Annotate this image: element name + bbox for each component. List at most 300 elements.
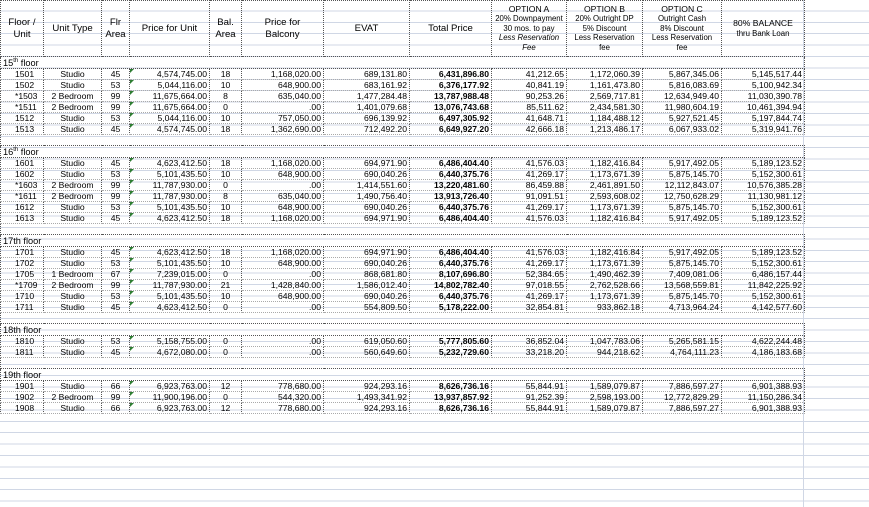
option-c-amount: 4,713,964.24 xyxy=(643,302,722,313)
unit-number: 1810 xyxy=(1,336,44,347)
option-c-amount: 5,265,581.15 xyxy=(643,336,722,347)
unit-number: *1709 xyxy=(1,280,44,291)
total-price: 13,220,481.60 xyxy=(410,180,492,191)
unit-row xyxy=(1,258,805,269)
total-price: 13,787,988.48 xyxy=(410,91,492,102)
evat: 1,401,079.68 xyxy=(324,102,410,113)
spacer-cell xyxy=(410,358,492,369)
balance-amount: 11,842,225.92 xyxy=(722,280,805,291)
unit-type: Studio xyxy=(44,80,102,91)
total-price: 8,626,736.16 xyxy=(410,381,492,392)
option-c-amount: 5,867,345.06 xyxy=(643,69,722,80)
option-a-amount: 40,841.19 xyxy=(492,80,567,91)
total-price: 6,431,896.80 xyxy=(410,69,492,80)
spacer-cell xyxy=(492,313,567,324)
evat: 1,477,284.48 xyxy=(324,91,410,102)
total-price: 6,440,375.76 xyxy=(410,258,492,269)
price-for-balcony: 1,428,840.00 xyxy=(242,280,324,291)
price-for-balcony: .00 xyxy=(242,269,324,280)
total-price: 6,649,927.20 xyxy=(410,124,492,135)
balance-amount: 5,152,300.61 xyxy=(722,291,805,302)
unit-number: 1502 xyxy=(1,80,44,91)
option-a-amount: 41,269.17 xyxy=(492,258,567,269)
option-a-amount: 91,252.39 xyxy=(492,392,567,403)
floor-label: 19th floor xyxy=(1,369,805,381)
price-for-unit: 11,675,664.00 xyxy=(130,91,210,102)
option-b-amount: 1,047,783.06 xyxy=(567,336,643,347)
price-for-unit: 4,574,745.00 xyxy=(130,124,210,135)
floor-label: 15th floor xyxy=(1,57,805,69)
price-for-unit: 4,672,080.00 xyxy=(130,347,210,358)
option-a-amount: 55,844.91 xyxy=(492,381,567,392)
floor-area: 67 xyxy=(102,269,130,280)
balcony-area: 10 xyxy=(210,169,242,180)
unit-row xyxy=(1,280,805,291)
spacer-cell xyxy=(722,358,805,369)
spacer-cell xyxy=(44,135,102,146)
evat: 868,681.80 xyxy=(324,269,410,280)
spacer-row xyxy=(1,224,805,235)
unit-type: Studio xyxy=(44,403,102,414)
unit-number: *1611 xyxy=(1,191,44,202)
unit-type: Studio xyxy=(44,381,102,392)
unit-type: Studio xyxy=(44,247,102,258)
evat: 1,493,341.92 xyxy=(324,392,410,403)
option-a-amount: 41,269.17 xyxy=(492,291,567,302)
balance-amount: 11,130,981.12 xyxy=(722,191,805,202)
unit-number: 1705 xyxy=(1,269,44,280)
unit-number: 1902 xyxy=(1,392,44,403)
evat: 690,040.26 xyxy=(324,202,410,213)
price-for-unit: 5,101,435.50 xyxy=(130,202,210,213)
option-c-amount: 5,816,083.69 xyxy=(643,80,722,91)
total-price: 5,178,222.00 xyxy=(410,302,492,313)
option-b-amount: 1,490,462.39 xyxy=(567,269,643,280)
floor-header-row xyxy=(1,146,805,158)
spacer-cell xyxy=(567,358,643,369)
balcony-area: 18 xyxy=(210,69,242,80)
balcony-area: 0 xyxy=(210,392,242,403)
option-c-amount: 12,772,829.29 xyxy=(643,392,722,403)
header-total-price: Total Price xyxy=(410,1,492,57)
unit-number: 1613 xyxy=(1,213,44,224)
balance-amount: 5,145,517.44 xyxy=(722,69,805,80)
price-for-unit: 7,239,015.00 xyxy=(130,269,210,280)
evat: 554,809.50 xyxy=(324,302,410,313)
option-a-amount: 41,269.17 xyxy=(492,169,567,180)
balance-amount: 6,901,388.93 xyxy=(722,403,805,414)
spacer-cell xyxy=(1,313,44,324)
spacer-cell xyxy=(643,313,722,324)
option-b-amount: 1,161,473.80 xyxy=(567,80,643,91)
unit-type: Studio xyxy=(44,258,102,269)
spacer-cell xyxy=(643,224,722,235)
total-price: 6,440,375.76 xyxy=(410,169,492,180)
spacer-cell xyxy=(130,313,210,324)
balance-amount: 11,030,390.78 xyxy=(722,91,805,102)
option-b-amount: 2,461,891.50 xyxy=(567,180,643,191)
balcony-area: 0 xyxy=(210,102,242,113)
option-b-amount: 1,182,416.84 xyxy=(567,247,643,258)
option-b-amount: 2,598,193.00 xyxy=(567,392,643,403)
spacer-row xyxy=(1,358,805,369)
price-for-balcony: 778,680.00 xyxy=(242,381,324,392)
balcony-area: 0 xyxy=(210,180,242,191)
price-for-balcony: 1,168,020.00 xyxy=(242,213,324,224)
unit-type: Studio xyxy=(44,169,102,180)
total-price: 6,486,404.40 xyxy=(410,213,492,224)
option-b-amount: 2,593,608.02 xyxy=(567,191,643,202)
option-c-amount: 5,875,145.70 xyxy=(643,169,722,180)
floor-area: 45 xyxy=(102,124,130,135)
unit-type: 2 Bedroom xyxy=(44,392,102,403)
balcony-area: 18 xyxy=(210,213,242,224)
spacer-cell xyxy=(567,313,643,324)
balance-amount: 5,189,123.52 xyxy=(722,213,805,224)
evat: 619,050.60 xyxy=(324,336,410,347)
unit-number: 1513 xyxy=(1,124,44,135)
total-price: 6,497,305.92 xyxy=(410,113,492,124)
spacer-cell xyxy=(492,135,567,146)
unit-type: Studio xyxy=(44,302,102,313)
option-a-amount: 91,091.51 xyxy=(492,191,567,202)
spacer-cell xyxy=(567,135,643,146)
balcony-area: 18 xyxy=(210,124,242,135)
option-c-amount: 4,764,111.23 xyxy=(643,347,722,358)
balcony-area: 18 xyxy=(210,158,242,169)
option-c-amount: 12,750,628.29 xyxy=(643,191,722,202)
price-for-unit: 5,158,755.00 xyxy=(130,336,210,347)
price-for-unit: 4,623,412.50 xyxy=(130,247,210,258)
evat: 560,649.60 xyxy=(324,347,410,358)
balcony-area: 8 xyxy=(210,91,242,102)
balance-amount: 6,901,388.93 xyxy=(722,381,805,392)
spacer-cell xyxy=(130,135,210,146)
unit-number: 1710 xyxy=(1,291,44,302)
price-for-unit: 11,675,664.00 xyxy=(130,102,210,113)
balcony-area: 0 xyxy=(210,302,242,313)
total-price: 5,232,729.60 xyxy=(410,347,492,358)
floor-area: 53 xyxy=(102,113,130,124)
unit-number: 1701 xyxy=(1,247,44,258)
price-for-unit: 5,101,435.50 xyxy=(130,291,210,302)
spacer-cell xyxy=(324,135,410,146)
balcony-area: 12 xyxy=(210,381,242,392)
price-for-unit: 11,900,196.00 xyxy=(130,392,210,403)
price-for-unit: 5,101,435.50 xyxy=(130,169,210,180)
floor-area: 45 xyxy=(102,247,130,258)
option-c-amount: 12,634,949.40 xyxy=(643,91,722,102)
unit-row xyxy=(1,347,805,358)
header-option-c: OPTION C Outright Cash 8% Discount Less Reservation fee xyxy=(643,1,722,57)
unit-type: 2 Bedroom xyxy=(44,102,102,113)
unit-row xyxy=(1,403,805,414)
floor-area: 99 xyxy=(102,102,130,113)
spacer-cell xyxy=(410,224,492,235)
balance-amount: 4,142,577.60 xyxy=(722,302,805,313)
unit-number: *1511 xyxy=(1,102,44,113)
floor-header-row xyxy=(1,369,805,381)
option-c-amount: 7,886,597.27 xyxy=(643,381,722,392)
header-80-percent-balance: 80% BALANCE thru Bank Loan xyxy=(722,1,805,57)
option-b-amount: 2,762,528.66 xyxy=(567,280,643,291)
header-balcony-area: Bal. Area xyxy=(210,1,242,57)
balcony-area: 0 xyxy=(210,336,242,347)
header-floor-area: Flr Area xyxy=(102,1,130,57)
price-for-unit: 6,923,763.00 xyxy=(130,403,210,414)
floor-area: 99 xyxy=(102,180,130,191)
unit-type: Studio xyxy=(44,158,102,169)
floor-area: 53 xyxy=(102,202,130,213)
option-a-amount: 41,576.03 xyxy=(492,247,567,258)
total-price: 6,376,177.92 xyxy=(410,80,492,91)
price-for-unit: 4,623,412.50 xyxy=(130,302,210,313)
header-price-for-balcony: Price for Balcony xyxy=(242,1,324,57)
balcony-area: 0 xyxy=(210,347,242,358)
spacer-cell xyxy=(102,358,130,369)
floor-label: 18th floor xyxy=(1,324,805,336)
evat: 683,161.92 xyxy=(324,80,410,91)
spacer-cell xyxy=(1,135,44,146)
option-b-amount: 1,173,671.39 xyxy=(567,258,643,269)
option-b-amount: 1,173,671.39 xyxy=(567,291,643,302)
spacer-cell xyxy=(1,358,44,369)
option-c-amount: 7,886,597.27 xyxy=(643,403,722,414)
evat: 689,131.80 xyxy=(324,69,410,80)
evat: 1,414,551.60 xyxy=(324,180,410,191)
total-price: 13,913,726.40 xyxy=(410,191,492,202)
option-a-amount: 86,459.88 xyxy=(492,180,567,191)
balance-amount: 5,152,300.61 xyxy=(722,169,805,180)
total-price: 8,107,696.80 xyxy=(410,269,492,280)
spacer-cell xyxy=(1,224,44,235)
option-a-amount: 55,844.91 xyxy=(492,403,567,414)
price-for-balcony: .00 xyxy=(242,302,324,313)
evat: 924,293.16 xyxy=(324,403,410,414)
spacer-cell xyxy=(324,358,410,369)
balcony-area: 21 xyxy=(210,280,242,291)
option-a-amount: 41,648.71 xyxy=(492,113,567,124)
option-b-amount: 1,173,671.39 xyxy=(567,169,643,180)
unit-number: 1601 xyxy=(1,158,44,169)
unit-number: 1602 xyxy=(1,169,44,180)
balcony-area: 12 xyxy=(210,403,242,414)
unit-type: Studio xyxy=(44,291,102,302)
spacer-cell xyxy=(242,313,324,324)
floor-area: 45 xyxy=(102,69,130,80)
balcony-area: 10 xyxy=(210,202,242,213)
price-for-balcony: 1,168,020.00 xyxy=(242,69,324,80)
balance-amount: 5,189,123.52 xyxy=(722,158,805,169)
spacer-cell xyxy=(210,224,242,235)
spacer-cell xyxy=(567,224,643,235)
balcony-area: 18 xyxy=(210,247,242,258)
price-for-balcony: 635,040.00 xyxy=(242,91,324,102)
floor-area: 99 xyxy=(102,392,130,403)
unit-type: Studio xyxy=(44,213,102,224)
spacer-cell xyxy=(102,313,130,324)
option-b-amount: 1,172,060.39 xyxy=(567,69,643,80)
option-c-amount: 7,409,081.06 xyxy=(643,269,722,280)
spacer-cell xyxy=(410,313,492,324)
option-b-amount: 1,589,079.87 xyxy=(567,381,643,392)
unit-number: *1503 xyxy=(1,91,44,102)
balance-amount: 5,152,300.61 xyxy=(722,258,805,269)
header-price-for-unit: Price for Unit xyxy=(130,1,210,57)
option-a-amount: 90,253.26 xyxy=(492,91,567,102)
balcony-area: 8 xyxy=(210,191,242,202)
evat: 690,040.26 xyxy=(324,291,410,302)
total-price: 6,486,404.40 xyxy=(410,247,492,258)
price-for-balcony: 1,168,020.00 xyxy=(242,158,324,169)
spacer-row xyxy=(1,135,805,146)
balance-amount: 5,319,941.76 xyxy=(722,124,805,135)
balance-amount: 4,186,183.68 xyxy=(722,347,805,358)
unit-row xyxy=(1,180,805,191)
unit-number: 1612 xyxy=(1,202,44,213)
spacer-cell xyxy=(492,224,567,235)
spacer-cell xyxy=(643,135,722,146)
option-b-amount: 933,862.18 xyxy=(567,302,643,313)
evat: 1,586,012.40 xyxy=(324,280,410,291)
floor-area: 53 xyxy=(102,80,130,91)
price-for-balcony: 778,680.00 xyxy=(242,403,324,414)
unit-number: 1501 xyxy=(1,69,44,80)
floor-area: 53 xyxy=(102,258,130,269)
total-price: 13,937,857.92 xyxy=(410,392,492,403)
spacer-cell xyxy=(242,224,324,235)
floor-area: 45 xyxy=(102,213,130,224)
option-a-amount: 41,576.03 xyxy=(492,158,567,169)
unit-row xyxy=(1,392,805,403)
option-c-amount: 5,917,492.05 xyxy=(643,247,722,258)
spacer-cell xyxy=(210,135,242,146)
unit-row xyxy=(1,202,805,213)
unit-type: 2 Bedroom xyxy=(44,91,102,102)
spacer-cell xyxy=(44,224,102,235)
spacer-cell xyxy=(210,358,242,369)
total-price: 6,440,375.76 xyxy=(410,202,492,213)
price-for-balcony: 1,168,020.00 xyxy=(242,247,324,258)
spacer-cell xyxy=(242,135,324,146)
option-a-amount: 41,576.03 xyxy=(492,213,567,224)
balance-amount: 10,576,385.28 xyxy=(722,180,805,191)
floor-area: 99 xyxy=(102,191,130,202)
unit-type: Studio xyxy=(44,124,102,135)
floor-area: 45 xyxy=(102,302,130,313)
header-unit-type: Unit Type xyxy=(44,1,102,57)
unit-row xyxy=(1,302,805,313)
spacer-cell xyxy=(130,224,210,235)
balance-amount: 5,197,844.74 xyxy=(722,113,805,124)
floor-area: 53 xyxy=(102,291,130,302)
floor-area: 45 xyxy=(102,347,130,358)
price-for-unit: 6,923,763.00 xyxy=(130,381,210,392)
price-for-unit: 5,101,435.50 xyxy=(130,258,210,269)
floor-area: 99 xyxy=(102,91,130,102)
unit-row xyxy=(1,169,805,180)
spacer-cell xyxy=(102,135,130,146)
spacer-cell xyxy=(130,358,210,369)
unit-row xyxy=(1,336,805,347)
price-for-unit: 11,787,930.00 xyxy=(130,191,210,202)
unit-row xyxy=(1,113,805,124)
evat: 694,971.90 xyxy=(324,213,410,224)
floor-label: 17th floor xyxy=(1,235,805,247)
spacer-cell xyxy=(210,313,242,324)
option-a-amount: 42,666.18 xyxy=(492,124,567,135)
unit-number: 1908 xyxy=(1,403,44,414)
evat: 690,040.26 xyxy=(324,169,410,180)
floor-header-row xyxy=(1,324,805,336)
unit-row xyxy=(1,291,805,302)
price-for-balcony: 648,900.00 xyxy=(242,169,324,180)
unit-number: 1811 xyxy=(1,347,44,358)
option-a-amount: 97,018.55 xyxy=(492,280,567,291)
option-a-amount: 52,384.65 xyxy=(492,269,567,280)
price-for-unit: 5,044,116.00 xyxy=(130,113,210,124)
option-c-amount: 11,980,604.19 xyxy=(643,102,722,113)
floor-area: 66 xyxy=(102,381,130,392)
price-for-balcony: .00 xyxy=(242,336,324,347)
floor-area: 53 xyxy=(102,169,130,180)
spacer-cell xyxy=(242,358,324,369)
price-for-unit: 4,623,412.50 xyxy=(130,158,210,169)
spacer-cell xyxy=(492,358,567,369)
balcony-area: 10 xyxy=(210,291,242,302)
unit-row xyxy=(1,102,805,113)
total-price: 5,777,805.60 xyxy=(410,336,492,347)
option-c-amount: 6,067,933.02 xyxy=(643,124,722,135)
floor-label: 16th floor xyxy=(1,146,805,158)
option-a-amount: 41,212.65 xyxy=(492,69,567,80)
unit-number: 1512 xyxy=(1,113,44,124)
total-price: 6,440,375.76 xyxy=(410,291,492,302)
option-b-amount: 1,213,486.17 xyxy=(567,124,643,135)
spacer-cell xyxy=(44,358,102,369)
unit-type: 2 Bedroom xyxy=(44,191,102,202)
option-c-amount: 12,112,843.07 xyxy=(643,180,722,191)
option-c-amount: 5,917,492.05 xyxy=(643,158,722,169)
spacer-row xyxy=(1,313,805,324)
unit-type: Studio xyxy=(44,202,102,213)
evat: 690,040.26 xyxy=(324,258,410,269)
balance-amount: 6,486,157.44 xyxy=(722,269,805,280)
price-for-balcony: .00 xyxy=(242,102,324,113)
unit-row xyxy=(1,269,805,280)
header-option-b: OPTION B 20% Outright DP 5% Discount Less Reservation fee xyxy=(567,1,643,57)
option-c-amount: 5,875,145.70 xyxy=(643,258,722,269)
spacer-cell xyxy=(102,224,130,235)
balance-amount: 5,152,300.61 xyxy=(722,202,805,213)
option-b-amount: 2,434,581.30 xyxy=(567,102,643,113)
spacer-cell xyxy=(410,135,492,146)
option-a-amount: 32,854.81 xyxy=(492,302,567,313)
spacer-cell xyxy=(643,358,722,369)
evat: 924,293.16 xyxy=(324,381,410,392)
floor-header-row xyxy=(1,235,805,247)
balance-amount: 5,100,942.34 xyxy=(722,80,805,91)
option-c-amount: 13,568,559.81 xyxy=(643,280,722,291)
price-for-balcony: 1,362,690.00 xyxy=(242,124,324,135)
option-c-amount: 5,917,492.05 xyxy=(643,213,722,224)
unit-number: *1603 xyxy=(1,180,44,191)
price-for-balcony: 648,900.00 xyxy=(242,80,324,91)
spacer-cell xyxy=(324,224,410,235)
evat: 1,490,756.40 xyxy=(324,191,410,202)
spacer-cell xyxy=(44,313,102,324)
floor-area: 66 xyxy=(102,403,130,414)
